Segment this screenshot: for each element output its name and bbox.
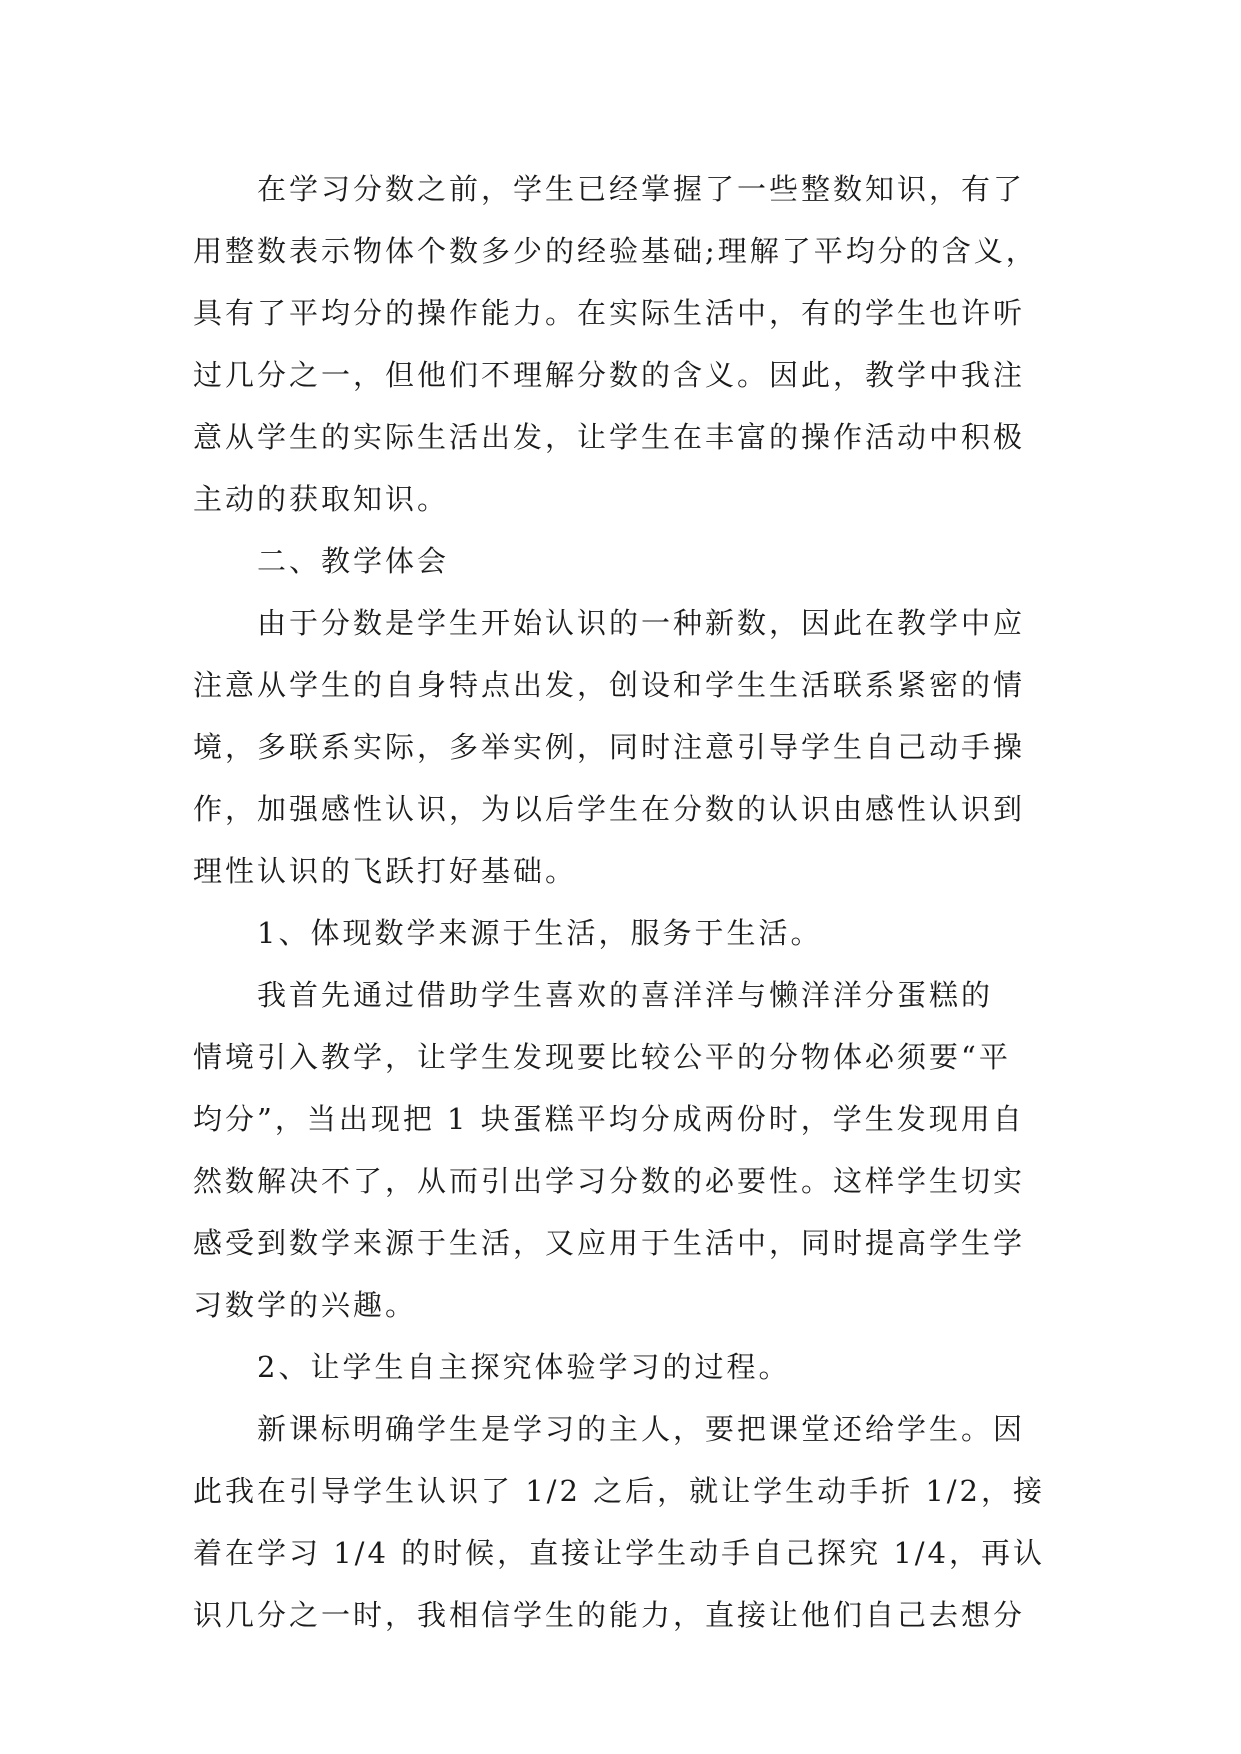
- paragraph-line: 主动的获取知识。: [193, 482, 450, 516]
- paragraph-line: 在学习分数之前，学生已经掌握了一些整数知识，有了: [257, 172, 1026, 206]
- paragraph-line: 此我在引导学生认识了 1/2 之后，就让学生动手折 1/2，接: [193, 1474, 1045, 1508]
- paragraph-line: 着在学习 1/4 的时候，直接让学生动手自己探究 1/4，再认: [193, 1536, 1045, 1570]
- paragraph-line: 过几分之一，但他们不理解分数的含义。因此，教学中我注: [193, 358, 1026, 392]
- paragraph-line: 具有了平均分的操作能力。在实际生活中，有的学生也许听: [193, 296, 1026, 330]
- paragraph-line: 由于分数是学生开始认识的一种新数，因此在教学中应: [257, 606, 1026, 640]
- paragraph-line: 用整数表示物体个数多少的经验基础;理解了平均分的含义，: [193, 234, 1038, 268]
- paragraph-line: 然数解决不了，从而引出学习分数的必要性。这样学生切实: [193, 1164, 1026, 1198]
- subsection-heading: 2、让学生自主探究体验学习的过程。: [257, 1350, 791, 1384]
- paragraph-line: 注意从学生的自身特点出发，创设和学生生活联系紧密的情: [193, 668, 1026, 702]
- paragraph-line: 情境引入教学，让学生发现要比较公平的分物体必须要“平: [193, 1040, 1011, 1074]
- subsection-heading: 1、体现数学来源于生活，服务于生活。: [257, 916, 823, 950]
- paragraph-line: 我首先通过借助学生喜欢的喜洋洋与懒洋洋分蛋糕的: [257, 978, 994, 1012]
- paragraph-line: 作，加强感性认识，为以后学生在分数的认识由感性认识到: [193, 792, 1026, 826]
- paragraph-line: 意从学生的实际生活出发，让学生在丰富的操作活动中积极: [193, 420, 1026, 454]
- paragraph-line: 感受到数学来源于生活，又应用于生活中，同时提高学生学: [193, 1226, 1026, 1260]
- document-body: [193, 158, 1073, 1646]
- paragraph-line: 境，多联系实际，多举实例，同时注意引导学生自己动手操: [193, 730, 1026, 764]
- paragraph-line: 识几分之一时，我相信学生的能力，直接让他们自己去想分: [193, 1598, 1026, 1632]
- paragraph-line: 均分”，当出现把 1 块蛋糕平均分成两份时，学生发现用自: [193, 1102, 1025, 1136]
- paragraph-line: 新课标明确学生是学习的主人，要把课堂还给学生。因: [257, 1412, 1026, 1446]
- section-heading: 二、教学体会: [257, 544, 450, 578]
- paragraph-line: 理性认识的飞跃打好基础。: [193, 854, 578, 888]
- paragraph-line: 习数学的兴趣。: [193, 1288, 418, 1322]
